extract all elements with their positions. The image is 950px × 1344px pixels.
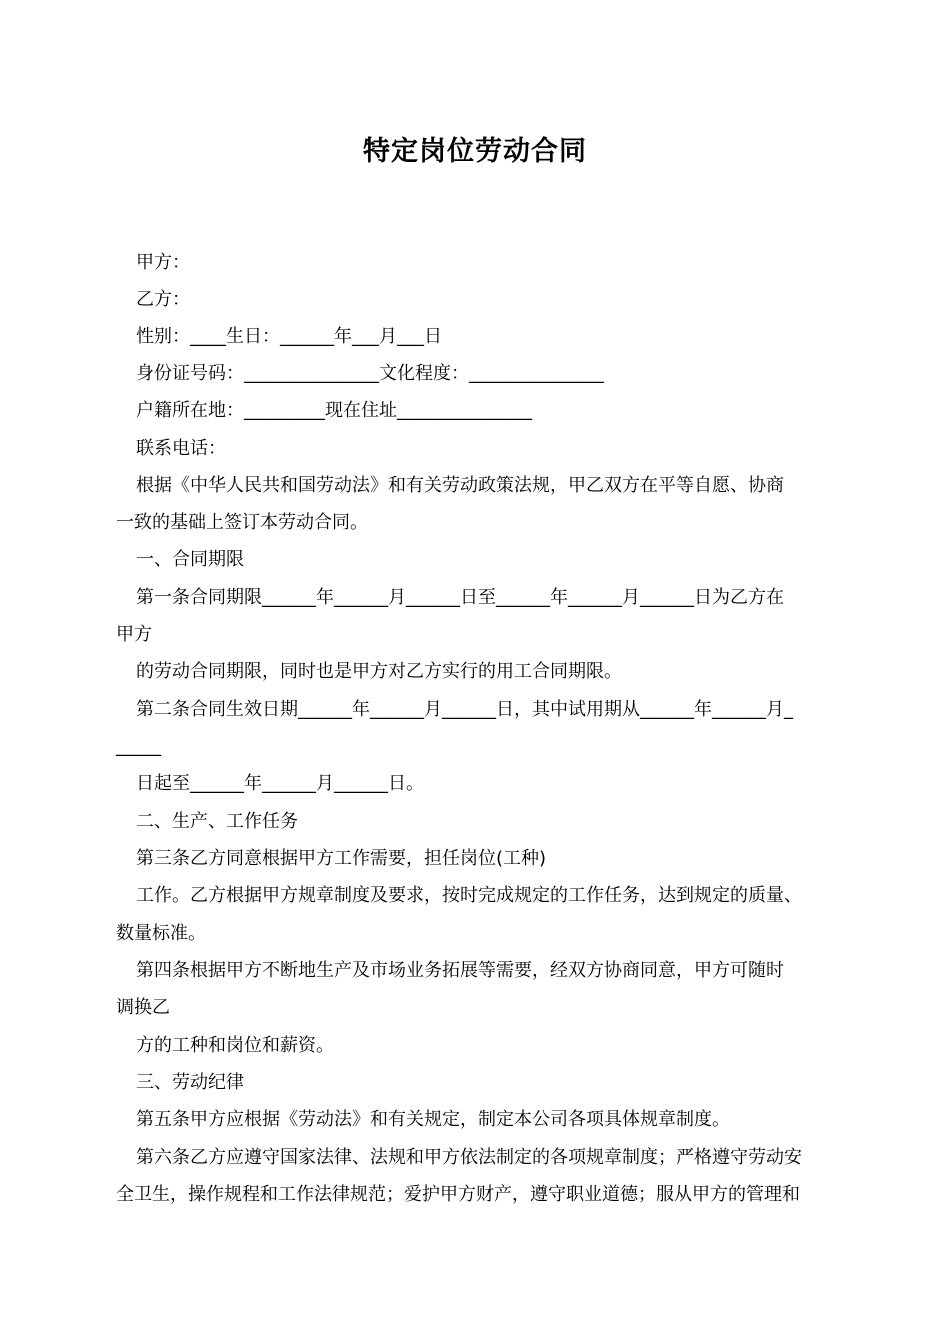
paragraph-line: 工作。乙方根据甲方规章制度及要求，按时完成规定的工作任务，达到规定的质量、 — [136, 885, 802, 906]
paragraph-line: 第六条乙方应遵守国家法律、法规和甲方依法制定的各项规章制度；严格遵守劳动安 — [136, 1147, 802, 1168]
section-heading: 三、劳动纪律 — [136, 1072, 244, 1093]
paragraph-line: 第四条根据甲方不断地生产及市场业务拓展等需要，经双方协商同意，甲方可随时 — [136, 960, 784, 981]
section-heading: 二、生产、工作任务 — [136, 811, 298, 832]
paragraph-line: 第五条甲方应根据《劳动法》和有关规定，制定本公司各项具体规章制度。 — [136, 1109, 730, 1130]
phone-line: 联系电话： — [136, 438, 226, 459]
paragraph-line: 第二条合同生效日期______年______月______日，其中试用期从______年______月_ — [136, 699, 793, 720]
paragraph-line: 一致的基础上签订本劳动合同。 — [116, 512, 368, 533]
paragraph-line: 方的工种和岗位和薪资。 — [136, 1035, 334, 1056]
paragraph-line: _____ — [116, 736, 161, 757]
gender-birthday-line: 性别：____生日：______年___月___日 — [136, 326, 442, 347]
id-education-line: 身份证号码：_______________文化程度：_______________ — [136, 363, 604, 384]
document-title: 特定岗位劳动合同 — [363, 136, 587, 167]
paragraph-line: 第一条合同期限______年______月______日至______年______月______日为乙方在 — [136, 587, 784, 608]
party-a-line: 甲方： — [136, 252, 190, 273]
section-heading: 一、合同期限 — [136, 549, 244, 570]
paragraph-line: 日起至______年______月______日。 — [136, 773, 424, 794]
paragraph-line: 第三条乙方同意根据甲方工作需要，担任岗位(工种) — [136, 848, 547, 869]
paragraph-line: 全卫生，操作规程和工作法律规范；爱护甲方财产，遵守职业道德；服从甲方的管理和 — [116, 1184, 800, 1205]
paragraph-line: 根据《中华人民共和国劳动法》和有关劳动政策法规，甲乙双方在平等自愿、协商 — [136, 475, 784, 496]
party-b-line: 乙方： — [136, 289, 190, 310]
paragraph-line: 数量标准。 — [116, 923, 206, 944]
paragraph-line: 甲方 — [116, 624, 152, 645]
residence-address-line: 户籍所在地：_________现在住址_______________ — [136, 400, 532, 421]
paragraph-line: 调换乙 — [116, 997, 170, 1018]
paragraph-line: 的劳动合同期限，同时也是甲方对乙方实行的用工合同期限。 — [136, 661, 622, 682]
